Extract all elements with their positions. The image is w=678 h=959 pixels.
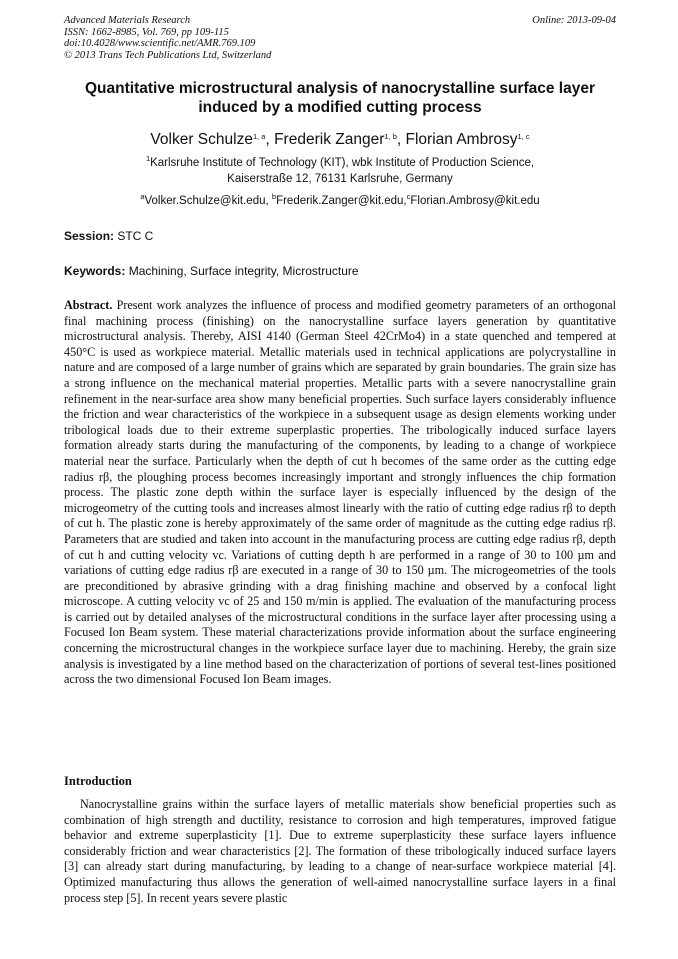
author-name: Frederik Zanger <box>274 131 385 148</box>
affiliation-line-1 <box>64 155 616 171</box>
author-name: Florian Ambrosy <box>405 131 518 148</box>
author-separator: , <box>396 131 406 148</box>
affiliation <box>64 155 616 187</box>
author-superscript: 1, b <box>384 132 397 141</box>
affiliation-line-2: Kaiserstraße 12, 76131 Karlsruhe, Germany <box>227 173 453 185</box>
copyright-line: © 2013 Trans Tech Publications Ltd, Switzerland <box>64 49 272 61</box>
keywords-label: Keywords: <box>64 264 126 278</box>
author-name: Volker Schulze <box>150 131 253 148</box>
abstract-label: Abstract. <box>64 298 113 312</box>
issn-line: ISSN: 1662-8985, Vol. 769, pp 109-115 <box>64 26 229 38</box>
session-label: Session: <box>64 229 115 243</box>
section-heading: Introduction <box>64 774 132 788</box>
doi-line: doi:10.4028/www.scientific.net/AMR.769.109 <box>64 38 256 49</box>
email-link[interactable]: Volker.Schulze@kit.edu, <box>144 195 272 207</box>
email-superscript: c <box>406 192 411 201</box>
title-line-2: induced by a modified cutting process <box>198 99 482 116</box>
introduction-paragraph: Nanocrystalline grains within the surface layers of metallic materials show beneficial properties such as combination of high strength and ductility, resistance to corrosion and high temperatures, improved fatigue behavior and extreme superplasticity [1]. Due to extreme superplasticity these surface layers influence considerably friction and wear characteristics [2]. The formation of these tribologically induced surface layers [3] can already start during manufacturing, by leading to a change of near-surface workpiece material [4]. Optimized manufacturing thus allows the generation of well-aimed nanocrystalline surface layers in a final process step [5]. In recent years severe plastic <box>64 797 616 905</box>
affiliation-text: Karlsruhe Institute of Technology (KIT), wbk Institute of Production Science, <box>150 157 535 169</box>
author-superscript: 1, a <box>252 132 266 141</box>
author-list <box>64 130 616 150</box>
affiliation-superscript: 1 <box>145 154 151 163</box>
journal-header <box>64 15 616 61</box>
online-date: Online: 2013-09-04 <box>532 15 616 26</box>
session-line <box>64 229 153 243</box>
journal-name: Advanced Materials Research <box>64 15 191 26</box>
session-value: STC C <box>114 229 154 243</box>
email-link[interactable]: Florian.Ambrosy@kit.edu <box>410 195 540 207</box>
email-link[interactable]: Frederik.Zanger@kit.edu, <box>276 195 407 207</box>
abstract-paragraph <box>64 298 616 688</box>
abstract-text: Present work analyzes the influence of process and modified geometry parameters of an orthogonal final machining process (finishing) on the nanocrystalline surface layers generation by quantitative microstructural analysis. Thereby, AISI 4140 (German Steel 42CrMo4) in a state quenched and tempered at 450°C is used as workpiece material. Metallic materials used in technical applications are polycrystalline in nature and are composed of a large number of grains which are separated by grain boundaries. The grain size has a strong influence on the mechanical material properties. Metallic parts with a severe nanocrystalline grain refinement in the near-surface area show many beneficial properties. Such surface layers considerably influence the friction and wear characteristics of the workpiece in a subsequent usage as design elements working under tribological loads due to their extreme superplastic properties. The tribologically induced surface layers formation already starts during the manufacturing of the components, by leading to a change of workpiece material near the surface. Particularly when the depth of cut h becomes of the same order as the cutting edge radius rβ, the ploughing process becomes increasingly important and strongly influences the chip formation process. The plastic zone depth within the surface layer is especially influenced by the design of the microgeometry of the cutting tools and increases almost linearly with the ratio of cutting edge radius rβ to depth of cut h. The plastic zone is hereby approximately of the same order of magnitude as the cutting edge radius rβ. Parameters that are studied and taken into account in the manufacturing process are cutting edge radius rβ, depth of cut h and cutting velocity vc. Variations of cutting depth h are performed in a range of 30 to 100 µm and variations of cutting edge radius rβ are executed in a range of 30 to 150 µm. The microgeometries of the tools are preconditioned by abrasive grinding with a drag finishing machine and observed by a confocal light microscope. A cutting velocity vc of 25 and 150 m/min is applied. The evaluation of the manufacturing process is carried out by detailed analyses of the microstructural conditions in the surface layer after processing using a Focused Ion Beam system. These material characterizations provide information about the surface engineering concerning the microstructural changes in the workpiece surface layer due to machining. Hereby, the grain size analysis is investigated by a line method based on the characterization of portions of several test-lines positioned across the two dimensional Focused Ion Beam images. <box>64 298 616 687</box>
paper-title <box>64 79 616 117</box>
email-superscript: b <box>271 192 277 201</box>
author-emails <box>64 193 616 209</box>
author-separator: , <box>265 131 275 148</box>
author-superscript: 1, c <box>517 132 530 141</box>
email-superscript: a <box>140 192 145 201</box>
keywords-line <box>64 264 359 278</box>
title-line-1: Quantitative microstructural analysis of nanocrystalline surface layer <box>85 80 595 97</box>
keywords-value: Machining, Surface integrity, Microstructure <box>125 264 359 278</box>
